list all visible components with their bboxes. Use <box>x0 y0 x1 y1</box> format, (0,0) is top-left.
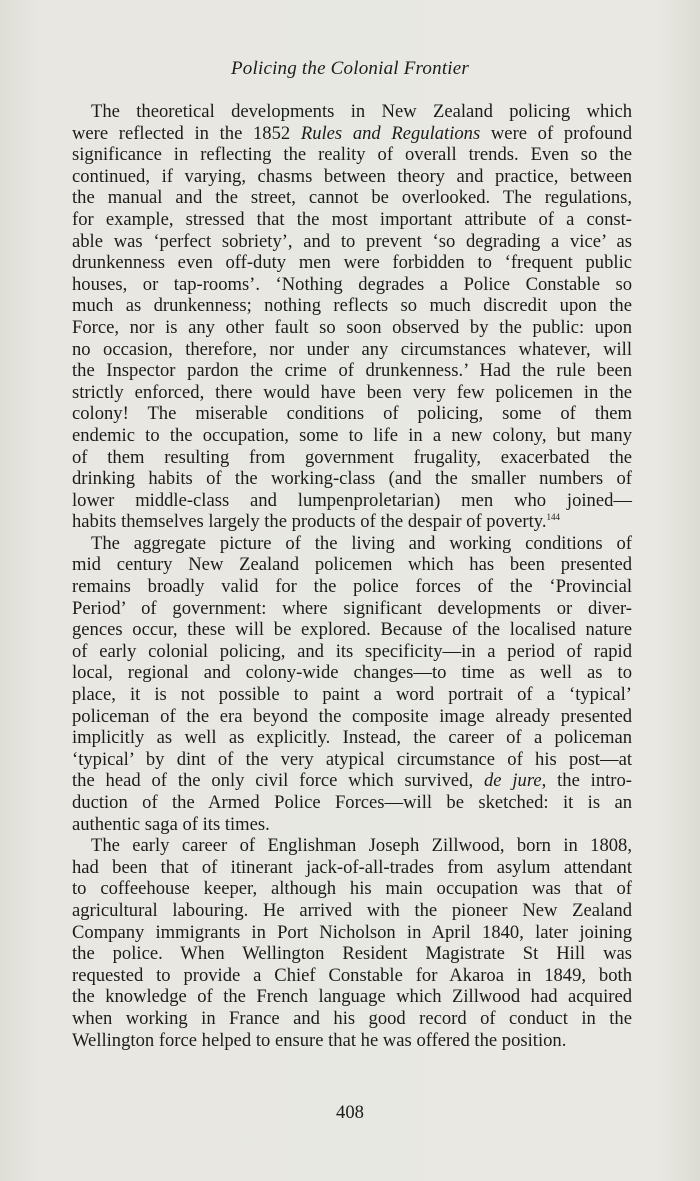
text-line: when working in France and his good record of conduct in the <box>72 1007 632 1029</box>
text-line: no occasion, therefore, nor under any circumstances whatever, will <box>72 338 632 360</box>
text-line: able was ‘perfect sobriety’, and to prevent ‘so degrading a vice’ as <box>72 230 632 252</box>
text-line: of early colonial policing, and its specificity—in a period of rapid <box>72 640 632 662</box>
text-line: local, regional and colony-wide changes—to time as well as to <box>72 662 632 684</box>
text-line: remains broadly valid for the police forces of the ‘Provincial <box>72 576 632 598</box>
text-line: drinking habits of the working-class (and the smaller numbers of <box>72 468 632 490</box>
text-line: The theoretical developments in New Zealand policing which <box>91 101 632 122</box>
text-line: were reflected in the 1852 Rules and Regulations were of profound <box>72 122 632 144</box>
text-line: ‘typical’ by dint of the very atypical circumstance of his post—at <box>72 748 632 770</box>
italic-title: Rules and Regulations <box>300 122 481 144</box>
text-line: Period’ of government: where significant developments or diver- <box>72 597 632 619</box>
footnote-ref[interactable]: 144 <box>546 512 561 523</box>
text-line: drunkenness even off-duty men were forbidden to ‘frequent public <box>72 252 632 274</box>
text-line: the police. When Wellington Resident Magistrate St Hill was <box>72 943 632 965</box>
text-line: gences occur, these will be explored. Because of the localised nature <box>72 619 632 641</box>
text-line: the manual and the street, cannot be overlooked. The regulations, <box>72 187 632 209</box>
text-line: the knowledge of the French language which Zillwood had acquired <box>72 986 632 1008</box>
text-line: the head of the only civil force which survived, de jure, the intro- <box>72 770 632 792</box>
text-line: strictly enforced, there would have been very few policemen in the <box>72 381 632 403</box>
text-line: agricultural labouring. He arrived with the pioneer New Zealand <box>72 899 632 921</box>
text-line: implicitly as well as explicitly. Instead, the career of a policeman <box>72 727 632 749</box>
text-line: mid century New Zealand policemen which has been presented <box>72 554 632 576</box>
text-line: Wellington force helped to ensure that he was offered the position. <box>72 1029 567 1051</box>
paragraph <box>72 101 632 533</box>
italic-title: de jure <box>483 770 542 792</box>
paragraph <box>72 533 632 835</box>
body-text <box>72 101 632 1051</box>
page-number: 408 <box>336 1102 364 1123</box>
text-line: endemic to the occupation, some to life in a new colony, but many <box>72 424 632 446</box>
text-line: habits themselves largely the products of the despair of poverty.$^{144}$ <box>72 511 561 533</box>
text-line: Force, nor is any other fault so soon observed by the public: upon <box>72 316 632 338</box>
text-line: to coffeehouse keeper, although his main occupation was that of <box>72 878 632 900</box>
text-line: place, it is not possible to paint a word portrait of a ‘typical’ <box>72 684 632 706</box>
text-line: policeman of the era beyond the composite image already presented <box>72 705 632 727</box>
text-line: much as drunkenness; nothing reflects so much discredit upon the <box>72 295 632 317</box>
text-line: requested to provide a Chief Constable for Akaroa in 1849, both <box>72 964 632 986</box>
text-line: houses, or tap-rooms’. ‘Nothing degrades a Police Constable so <box>72 273 632 295</box>
text-line: Company immigrants in Port Nicholson in April 1840, later joining <box>72 921 632 943</box>
text-line: continued, if varying, chasms between theory and practice, between <box>72 165 632 187</box>
text-line: The aggregate picture of the living and working conditions of <box>91 532 632 554</box>
running-head: Policing the Colonial Frontier <box>230 58 470 79</box>
text-line: the Inspector pardon the crime of drunkenness.’ Had the rule been <box>72 360 632 382</box>
text-line: significance in reflecting the reality of overall trends. Even so the <box>72 144 632 166</box>
text-line: duction of the Armed Police Forces—will be sketched: it is an <box>72 792 632 813</box>
text-line: colony! The miserable conditions of policing, some of them <box>72 403 632 425</box>
text-line: had been that of itinerant jack-of-all-trades from asylum attendant <box>72 856 632 878</box>
text-line: The early career of Englishman Joseph Zillwood, born in 1808, <box>91 835 632 857</box>
text-line: authentic saga of its times. <box>72 813 270 835</box>
text-line: lower middle-class and lumpenproletarian) men who joined— <box>72 489 632 511</box>
text-line: for example, stressed that the most important attribute of a const- <box>72 208 632 230</box>
text-line: of them resulting from government frugality, exacerbated the <box>72 446 632 468</box>
paragraph <box>72 835 632 1051</box>
